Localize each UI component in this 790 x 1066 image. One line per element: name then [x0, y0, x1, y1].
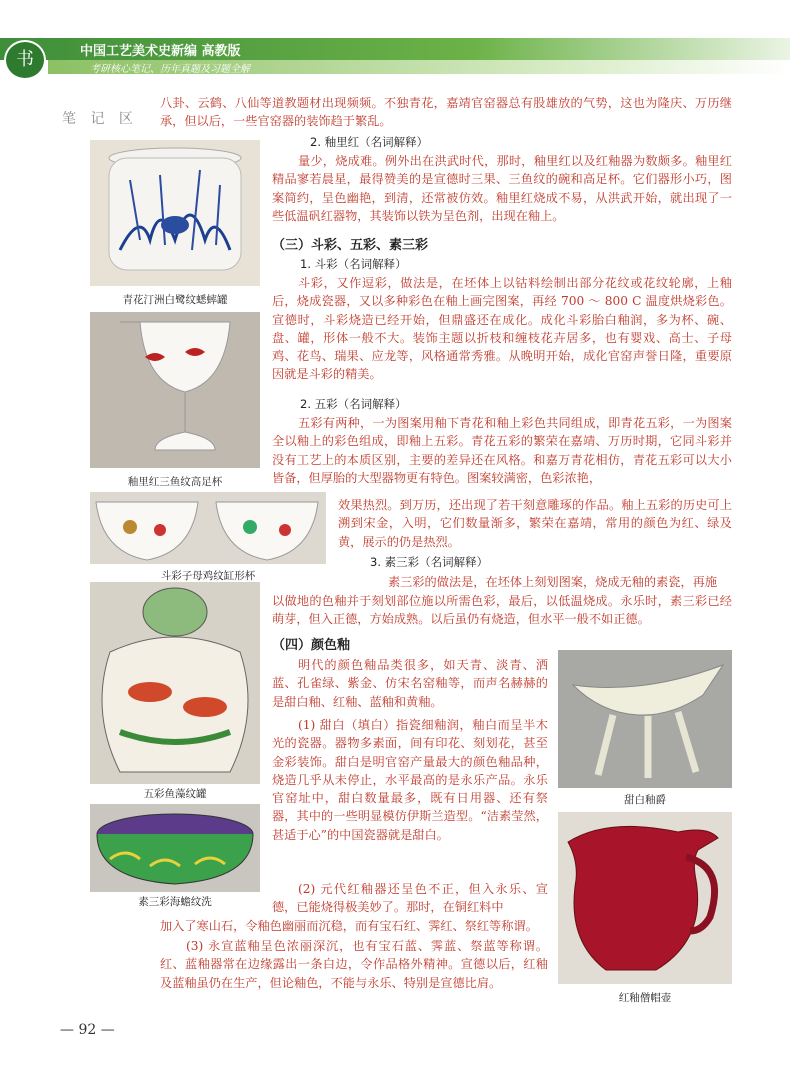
- image-stem-cup: [90, 312, 260, 468]
- page-number: — 92 —: [60, 1022, 115, 1038]
- paragraph-susancai-1: 素三彩的做法是，在坯体上刻划图案，烧成无釉的素瓷，再施: [388, 575, 718, 589]
- caption-fish-jar: 五彩鱼藻纹罐: [143, 788, 207, 800]
- notes-area-label: 笔 记 区: [62, 111, 138, 127]
- image-washer: [90, 804, 260, 892]
- book-subtitle: 考研核心笔记、历年真题及习题全解: [90, 64, 250, 75]
- heading-susancai: 3. 素三彩（名词解释）: [370, 555, 489, 569]
- heading-section-3: （三）斗彩、五彩、素三彩: [272, 238, 429, 253]
- image-cricket-jar: [90, 140, 260, 286]
- paragraph-wucai-2: 效果热烈。到万历，还出现了若干刻意雕琢的作品。釉上五彩的历史可上溯到宋金，入明，它们数量渐多，繁荣在嘉靖，常用的颜色为红、绿及黄，展示的仍是热烈。: [338, 498, 732, 549]
- paragraph-hongyou-2: 加入了寒山石，令釉色幽丽而沉稳，而有宝石红、霁红、祭红等称谓。: [160, 919, 538, 933]
- image-chicken-cups: [90, 492, 326, 564]
- paragraph-youlihong: 量少，烧成难。例外出在洪武时代，那时，釉里红以及红釉器为数颇多。釉里红精品寥若晨星，最得赞美的是宣德时三果、三鱼纹的碗和高足杯。它们器形小巧，图案简约，呈色幽艳，到清，还常被仿效。釉里红烧成不易，从洪武开始，就出现了一些低温矾红器物，其装饰以铁为呈色剂，出现在釉上。: [272, 154, 732, 223]
- heading-doucai: 1. 斗彩（名词解释）: [300, 257, 407, 271]
- paragraph-intro: 八卦、云鹤、八仙等道教题材出现频频。不独青花，嘉靖官窑器总有股雄放的气势，这也为隆庆、万历继承，但以后，一些官窑器的装饰趋于繁乱。: [160, 96, 732, 129]
- book-logo-icon: 书: [4, 40, 46, 80]
- image-fish-jar: [90, 582, 260, 784]
- book-title: 中国工艺美术史新编 高教版: [80, 44, 241, 59]
- caption-cricket-jar: 青花汀洲白鹭纹蟋蟀罐: [122, 294, 228, 306]
- caption-red-ewer: 红釉僧帽壶: [618, 992, 672, 1004]
- caption-stem-cup: 釉里红三鱼纹高足杯: [127, 476, 223, 488]
- heading-wucai: 2. 五彩（名词解释）: [300, 397, 407, 411]
- paragraph-wucai-1: 五彩有两种，一为图案用釉下青花和釉上彩色共同组成，即青花五彩，一为图案全以釉上的彩色组成，即釉上五彩。青花五彩的繁荣在嘉靖、万历时期，它同斗彩并没有工艺上的本质区别，主要的差异还在风格。和嘉万青花相仿，青花五彩可以大小皆备，但厚胎的大型器物更有特色。图案较满密，色彩浓艳，: [272, 416, 732, 485]
- caption-white-jue: 甜白釉爵: [624, 794, 666, 806]
- paragraph-hongyou-1: (2) 元代红釉器还呈色不正，但入永乐、宣德，已能烧得极美妙了。那时，在铜红料中: [272, 882, 548, 915]
- image-red-ewer: [558, 812, 732, 984]
- caption-chicken-cups: 斗彩子母鸡纹缸形杯: [160, 570, 256, 582]
- caption-washer: 素三彩海蟾纹洗: [138, 896, 212, 908]
- image-white-jue: [558, 650, 732, 788]
- paragraph-susancai-2: 以做地的色釉并于刻划部位施以所需色彩，最后，以低温烧成。永乐时，素三彩已经萌芽，但入正德，方始成熟。以后虽仍有烧造，但水平一般不如正德。: [272, 594, 732, 627]
- paragraph-doucai: 斗彩，又作逗彩，做法是，在坯体上以钴料绘制出部分花纹或花纹轮廓，上釉后，烧成瓷器，又以多种彩色在釉上画完图案，再经 700 ～ 800 C 温度烘烧彩色。宣德时，斗彩烧造已经开始，但鼎盛还在成化。成化斗彩胎白釉润，多为杯、碗、盘、罐，形体一般不大。装饰主题以折枝和缠枝花卉居多，也有婴戏、高士、子母鸡、花鸟、瑞果、应龙等，风格通常秀雅。从晚明开始，成化官窑声誉日隆，重要原因就是斗彩的精美。: [272, 276, 732, 382]
- heading-youlihong: 2. 釉里红（名词解释）: [310, 135, 429, 149]
- paragraph-lanyou: (3) 永宣蓝釉呈色浓丽深沉，也有宝石蓝、霁蓝、祭蓝等称谓。红、蓝釉器常在边缘露出一条白边，令作品格外精神。宣德以后，红釉及蓝釉虽仍在生产，但论釉色，不能与永乐、特别是宣德比肩。: [160, 939, 548, 990]
- paragraph-tianbai: (1) 甜白（填白）指瓷细釉润，釉白而呈半木光的瓷器。器物多素面，间有印花、刻划花，甚至金彩装饰。甜白是明官窑产量最大的颜色釉品种，烧造几乎从未停止，水平最高的是永乐产品。永乐官窑址中，甜白数量最多，既有日用器、还有祭器，其中的一些明显模仿伊斯兰造型。“洁素莹然，甚适于心”的中国瓷器就是甜白。: [272, 718, 548, 842]
- paragraph-yansey: 明代的颜色釉品类很多，如天青、淡青、洒蓝、孔雀绿、紫金、仿宋名窑釉等，而声名赫赫的是甜白釉、红釉、蓝釉和黄釉。: [272, 658, 548, 709]
- heading-section-4: （四）颜色釉: [272, 638, 351, 653]
